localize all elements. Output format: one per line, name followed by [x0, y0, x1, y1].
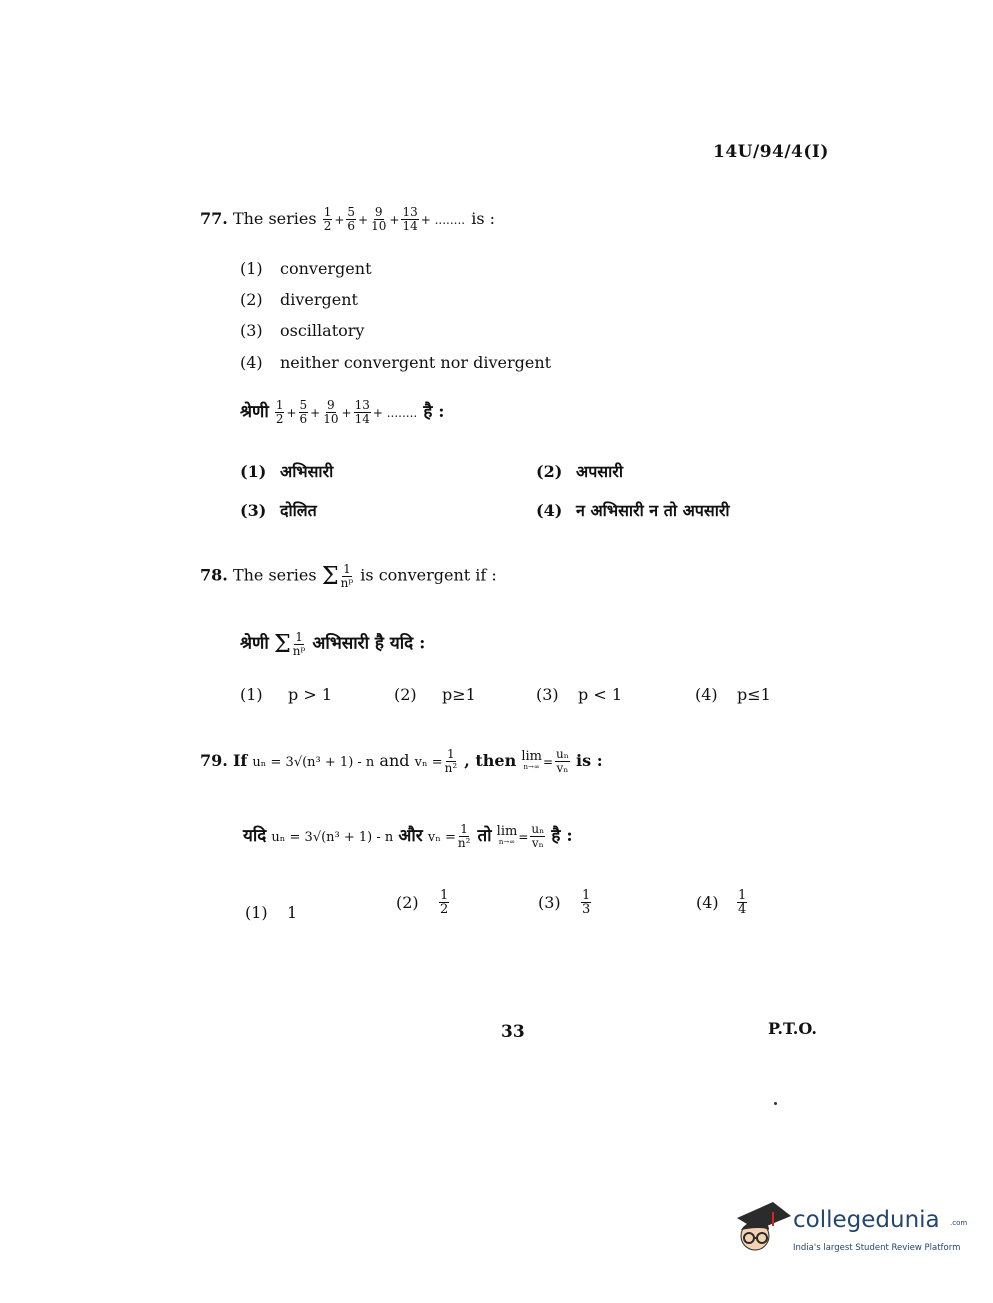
q77-hindi-option-1: (1) अभिसारी	[240, 462, 334, 481]
q78-option-3: (3) p < 1	[536, 685, 622, 704]
q79-option-4: (4) $\frac{1}{4}$	[696, 888, 747, 917]
q77-option-2: (2) divergent	[240, 290, 358, 309]
q79-option-1: (1) 1	[245, 903, 298, 922]
q77-term-3: $\frac{9}{10}$	[371, 205, 387, 233]
q78-option-4: (4) p≤1	[695, 685, 771, 704]
q78-option-1: (1) p > 1	[240, 685, 332, 704]
q77-hindi-option-4: (4) न अभिसारी न तो अपसारी	[536, 501, 730, 520]
q77-term-2: $\frac{5}{6}$	[347, 205, 356, 233]
q77-prefix: The series	[232, 209, 317, 228]
q79-option-3: (3) $\frac{1}{3}$	[538, 888, 591, 917]
q77-hindi-stem: श्रेणी $\frac{1}{2}$ + $\frac{5}{6}$ + $\frac{9}{10}$ + $\frac{13}{14}$ + ........ है :	[240, 398, 445, 426]
q79-option-2: (2) $\frac{1}{2}$	[396, 888, 449, 917]
logo-tagline: India's largest Student Review Platform	[793, 1243, 961, 1253]
q79-hindi-stem: यदि uₙ = 3√(n³ + 1) - n और vₙ = $\frac{1}{\text{n²}}$ तो lim n→∞ = $\frac{\text{uₙ}}{\text{vₙ}}$ है :	[243, 822, 573, 850]
page-number: 33	[501, 1022, 525, 1042]
q77-option-4: (4) neither convergent nor divergent	[240, 353, 552, 372]
q77-suffix: is :	[471, 209, 496, 228]
q77-hindi-option-3: (3) दोलित	[240, 501, 317, 520]
q77-option-3: (3) oscillatory	[240, 321, 365, 340]
q77-stem: 77. The series $\frac{1}{2}$ + $\frac{5}{6}$ + $\frac{9}{10}$ + $\frac{13}{14}$ + ........ is :	[200, 205, 496, 233]
q77-term-1: $\frac{1}{2}$	[323, 205, 332, 233]
q77-term-4: $\frac{13}{14}$	[402, 205, 418, 233]
q77-hindi-option-2: (2) अपसारी	[536, 462, 623, 481]
paper-code: 14U/94/4(I)	[713, 142, 829, 162]
q78-hindi-stem: श्रेणी Σ $\frac{1}{\text{nᵖ}}$ अभिसारी है यदि :	[240, 629, 426, 658]
logo-com: .com	[950, 1219, 968, 1227]
q78-number: 78.	[200, 565, 228, 585]
collegedunia-mascot-icon	[733, 1196, 795, 1258]
q77-number: 77.	[200, 209, 228, 228]
q78-option-2: (2) p≥1	[394, 685, 476, 704]
pto-label: P.T.O.	[768, 1019, 817, 1038]
stray-dot	[774, 1102, 777, 1105]
q78-stem: 78. The series Σ $\frac{1}{\text{nᵖ}}$ is convergent if :	[200, 561, 497, 590]
q77-option-1: (1) convergent	[240, 259, 372, 278]
q79-stem: 79. If uₙ = 3√(n³ + 1) - n and vₙ = $\frac{1}{\text{n²}}$ , then lim n→∞ = $\frac{\text{uₙ}}{\text{vₙ}}$ is :	[200, 747, 603, 775]
q79-number: 79.	[200, 751, 228, 770]
sigma-symbol: Σ	[321, 562, 339, 590]
logo-wordmark: collegedunia	[793, 1207, 940, 1233]
